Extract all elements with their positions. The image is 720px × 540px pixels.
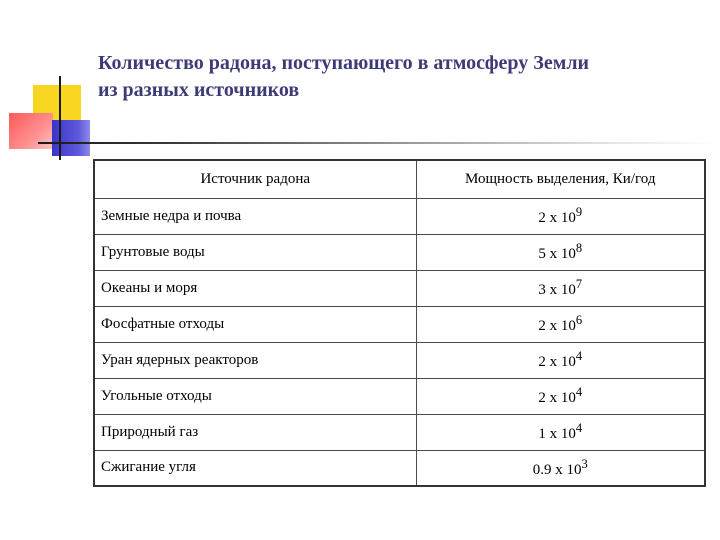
header-emission: Мощность выделения, Ки/год (416, 160, 705, 198)
cell-emission (416, 270, 705, 306)
emission-exponent: 8 (575, 241, 583, 255)
emission-base: 2 х 10 (538, 210, 576, 226)
emission-exponent: 7 (575, 277, 583, 291)
table-row (94, 450, 705, 486)
table-header-row (94, 160, 705, 198)
emission-base: 2 х 10 (538, 354, 576, 370)
emission-exponent: 9 (575, 205, 583, 219)
table-row (94, 198, 705, 234)
decor-vertical-line (59, 76, 61, 160)
title-line-1: Количество радона, поступающего в атмосферу Земли (98, 52, 590, 74)
cell-emission (416, 306, 705, 342)
table-row (94, 270, 705, 306)
cell-source: Грунтовые воды (94, 234, 416, 270)
emission-base: 5 х 10 (538, 246, 576, 262)
emission-base: 2 х 10 (538, 390, 576, 406)
cell-source: Океаны и моря (94, 270, 416, 306)
decor-blue-square (52, 120, 90, 156)
emission-base: 0.9 х 10 (532, 461, 582, 478)
emission-exponent: 6 (575, 313, 583, 327)
emission-exponent: 4 (575, 421, 583, 435)
cell-emission (416, 198, 705, 234)
cell-source: Сжигание угля (94, 450, 416, 486)
table-row (94, 342, 705, 378)
emission-base: 3 х 10 (538, 282, 576, 298)
cell-source: Природный газ (94, 414, 416, 450)
table-row (94, 378, 705, 414)
cell-emission (416, 414, 705, 450)
emission-base: 1 х 10 (538, 426, 576, 442)
cell-emission (416, 342, 705, 378)
radon-sources-table (93, 159, 706, 487)
emission-exponent: 4 (575, 349, 583, 363)
cell-emission (416, 378, 705, 414)
decor-horizontal-rule (38, 142, 720, 144)
table-row (94, 234, 705, 270)
cell-source: Уран ядерных реакторов (94, 342, 416, 378)
emission-exponent: 3 (581, 456, 588, 471)
slide-title (98, 50, 708, 104)
emission-exponent: 4 (575, 385, 583, 399)
cell-emission (416, 234, 705, 270)
cell-source: Угольные отходы (94, 378, 416, 414)
emission-base: 2 х 10 (538, 318, 576, 334)
cell-emission (416, 450, 705, 486)
table-row (94, 414, 705, 450)
table-row (94, 306, 705, 342)
title-line-2: из разных источников (98, 79, 300, 101)
cell-source: Земные недра и почва (94, 198, 416, 234)
header-source: Источник радона (94, 160, 416, 198)
cell-source: Фосфатные отходы (94, 306, 416, 342)
